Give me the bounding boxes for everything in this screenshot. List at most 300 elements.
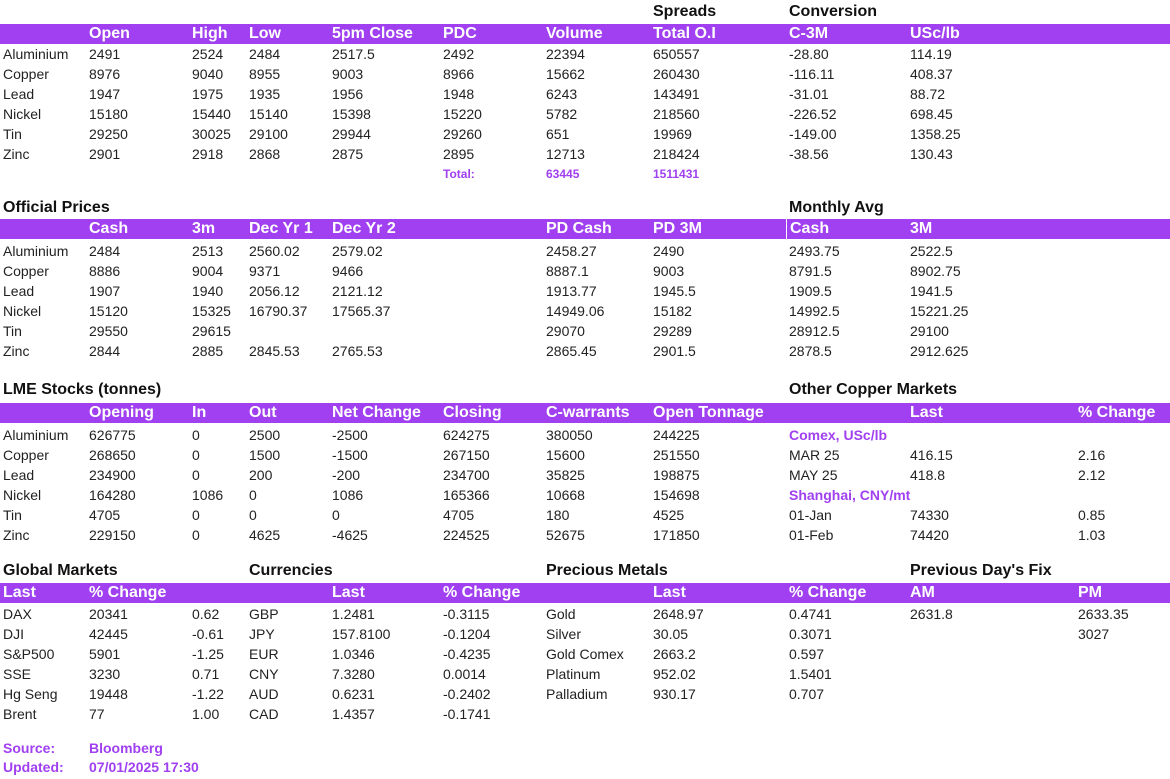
table-cell: 251550	[653, 447, 700, 463]
table-cell: 1948	[443, 86, 475, 102]
table-cell: 20341	[89, 606, 128, 622]
official-prices-row	[0, 281, 1170, 301]
global-markets-row	[0, 604, 1170, 624]
table-cell: 2845.53	[249, 343, 300, 359]
spreads-title: Spreads	[653, 3, 717, 20]
market-table-row	[0, 124, 1170, 144]
official-prices-row	[0, 261, 1170, 281]
table-cell: 6243	[546, 86, 578, 102]
header-cell	[0, 24, 86, 44]
table-cell: 29615	[192, 323, 231, 339]
table-cell: 0.3071	[789, 626, 832, 642]
table-cell: 2631.8	[910, 606, 953, 622]
table-cell: 952.02	[653, 666, 696, 682]
table-cell: Copper	[3, 447, 49, 463]
table-cell: 14949.06	[546, 303, 605, 319]
table-cell: 15662	[546, 66, 585, 82]
table-cell: 9003	[332, 66, 364, 82]
table-cell	[440, 241, 543, 261]
table-cell: 2490	[653, 243, 685, 259]
market-table-row	[0, 144, 1170, 164]
table-cell: 1913.77	[546, 283, 597, 299]
table-cell: 0.707	[789, 686, 825, 702]
table-cell: -149.00	[789, 126, 837, 142]
table-cell: CNY	[249, 666, 279, 682]
table-cell: 2492	[443, 46, 475, 62]
table-cell	[1075, 644, 1170, 664]
table-cell: -1500	[332, 447, 368, 463]
table-cell	[440, 321, 543, 341]
header-cell: 3M	[910, 220, 933, 237]
table-cell	[440, 301, 543, 321]
table-cell: 15182	[653, 303, 692, 319]
header-cell: PD Cash	[546, 220, 612, 237]
updated-label: Updated:	[3, 759, 64, 775]
table-cell	[1075, 84, 1170, 104]
table-cell: -0.1204	[443, 626, 491, 642]
table-cell: 234900	[89, 467, 136, 483]
table-cell: 14992.5	[789, 303, 840, 319]
table-cell: 0	[249, 487, 257, 503]
table-cell	[1075, 425, 1170, 445]
table-cell: 229150	[89, 527, 136, 543]
table-cell: 4525	[653, 507, 685, 523]
table-cell	[1075, 341, 1170, 361]
header-cell: Open	[89, 25, 130, 42]
official-prices-header-row	[0, 219, 1170, 239]
table-cell: 29550	[89, 323, 128, 339]
header-cell	[246, 583, 329, 603]
source-label: Source:	[3, 740, 56, 756]
table-cell: 0.6231	[332, 686, 375, 702]
table-cell: 3027	[1078, 626, 1110, 642]
table-cell: 0	[192, 507, 200, 523]
table-cell: 2901.5	[653, 343, 696, 359]
table-cell	[329, 321, 440, 341]
table-cell	[907, 704, 1075, 724]
table-cell: Palladium	[546, 686, 608, 702]
table-cell: 2648.97	[653, 606, 704, 622]
header-cell: 5pm Close	[332, 25, 413, 42]
header-cell: % Change	[1078, 404, 1156, 421]
table-cell: Gold	[546, 606, 576, 622]
table-cell: 19448	[89, 686, 128, 702]
table-cell: 1947	[89, 86, 121, 102]
shanghai-subheading: Shanghai, CNY/mt	[789, 487, 911, 503]
global-markets-row	[0, 644, 1170, 664]
market-table-row	[0, 84, 1170, 104]
table-cell	[1075, 664, 1170, 684]
official-prices-row	[0, 301, 1170, 321]
header-cell	[0, 403, 86, 423]
table-cell: 2.12	[1078, 467, 1106, 483]
table-cell: 2865.45	[546, 343, 597, 359]
table-cell: 380050	[546, 427, 593, 443]
header-cell: High	[192, 25, 228, 42]
table-cell: 2522.5	[910, 243, 953, 259]
global-markets-row	[0, 664, 1170, 684]
table-cell: 0	[332, 507, 340, 523]
table-cell	[440, 281, 543, 301]
lme-stocks-header-row	[0, 403, 1170, 423]
table-cell: 224525	[443, 527, 490, 543]
table-cell: 0.62	[192, 606, 220, 622]
table-cell: -0.2402	[443, 686, 491, 702]
table-cell: -1.22	[192, 686, 224, 702]
table-cell: Lead	[3, 86, 35, 102]
table-cell: 0.0014	[443, 666, 486, 682]
table-cell: 16790.37	[249, 303, 308, 319]
table-cell: 29100	[249, 126, 288, 142]
table-cell: 0	[192, 427, 200, 443]
table-cell: Zinc	[3, 146, 30, 162]
header-cell: Closing	[443, 404, 502, 421]
monthly-avg-title: Monthly Avg	[789, 199, 884, 216]
market-table-row	[0, 64, 1170, 84]
table-cell: 416.15	[910, 447, 953, 463]
table-cell: 1086	[332, 487, 364, 503]
table-cell: 4705	[89, 507, 121, 523]
conversion-title: Conversion	[789, 3, 878, 20]
official-prices-row	[0, 341, 1170, 361]
table-cell	[1075, 684, 1170, 704]
table-cell: 1.03	[1078, 527, 1106, 543]
table-cell: 9004	[192, 263, 224, 279]
table-cell: 88.72	[910, 86, 946, 102]
table-cell: Brent	[3, 706, 37, 722]
lme-stocks-row	[0, 425, 1170, 445]
table-cell: 624275	[443, 427, 490, 443]
lme-stocks-row	[0, 445, 1170, 465]
table-cell: 164280	[89, 487, 136, 503]
previous-day-fix-title: Previous Day's Fix	[910, 562, 1052, 579]
table-cell: 8887.1	[546, 263, 589, 279]
official-prices-title: Official Prices	[3, 199, 110, 216]
table-cell: -0.61	[192, 626, 224, 642]
table-cell: 0	[192, 467, 200, 483]
updated-value: 07/01/2025 17:30	[89, 759, 199, 775]
table-cell: DAX	[3, 606, 32, 622]
table-cell: 1909.5	[789, 283, 832, 299]
global-markets-row	[0, 624, 1170, 644]
table-cell: 2901	[89, 146, 121, 162]
table-cell: Nickel	[3, 303, 42, 319]
global-markets-row	[0, 704, 1170, 724]
table-cell: -226.52	[789, 106, 837, 122]
lme-stocks-row	[0, 505, 1170, 525]
lme-stocks-row	[0, 465, 1170, 485]
table-cell	[1075, 124, 1170, 144]
table-cell: 2491	[89, 46, 121, 62]
table-cell: 2560.02	[249, 243, 300, 259]
header-cell: Cash	[89, 220, 129, 237]
header-cell: Open Tonnage	[653, 404, 764, 421]
table-cell: 15180	[89, 106, 128, 122]
table-cell: -4625	[332, 527, 368, 543]
table-cell: MAY 25	[789, 467, 838, 483]
table-cell: 2524	[192, 46, 224, 62]
table-cell: 143491	[653, 86, 700, 102]
table-cell: 0.4741	[789, 606, 832, 622]
table-cell: 198875	[653, 467, 700, 483]
header-cell: PM	[1078, 584, 1102, 601]
table-cell: 218424	[653, 146, 700, 162]
table-cell: 8886	[89, 263, 121, 279]
table-cell: 1.4357	[332, 706, 375, 722]
table-cell: Tin	[3, 323, 22, 339]
table-cell: 29260	[443, 126, 482, 142]
header-cell: Volume	[546, 25, 603, 42]
table-cell: Aluminium	[3, 427, 69, 443]
table-cell: 0	[249, 507, 257, 523]
header-cell: Opening	[89, 404, 154, 421]
header-cell: % Change	[89, 584, 167, 601]
table-cell: 8902.75	[910, 263, 961, 279]
table-cell: 2885	[192, 343, 224, 359]
table-cell: 267150	[443, 447, 490, 463]
table-cell: Gold Comex	[546, 646, 624, 662]
lme-stocks-title-row	[0, 380, 1170, 400]
table-cell: 15140	[249, 106, 288, 122]
table-cell: 626775	[89, 427, 136, 443]
currencies-title: Currencies	[249, 562, 333, 579]
source-value: Bloomberg	[89, 740, 163, 756]
header-cell	[543, 583, 650, 603]
table-cell: 9466	[332, 263, 364, 279]
table-cell: 1.2481	[332, 606, 375, 622]
official-prices-title-row	[0, 198, 1170, 218]
precious-metals-title: Precious Metals	[546, 562, 668, 579]
table-cell: 1.5401	[789, 666, 832, 682]
table-cell: 234700	[443, 467, 490, 483]
table-cell: MAR 25	[789, 447, 840, 463]
table-cell	[907, 624, 1075, 644]
header-cell: PDC	[443, 25, 477, 42]
table-cell: GBP	[249, 606, 279, 622]
header-cell: USc/lb	[910, 25, 960, 42]
table-cell: 2663.2	[653, 646, 696, 662]
header-cell: Last	[910, 404, 943, 421]
updated-row	[0, 757, 1170, 777]
table-cell: JPY	[249, 626, 275, 642]
table-cell: Tin	[3, 126, 22, 142]
table-cell: 5782	[546, 106, 578, 122]
table-cell: 29250	[89, 126, 128, 142]
table-cell: 01-Feb	[789, 527, 834, 543]
lme-stocks-title: LME Stocks (tonnes)	[3, 381, 162, 398]
table-cell: 19969	[653, 126, 692, 142]
market-table-row	[0, 44, 1170, 64]
official-prices-row	[0, 321, 1170, 341]
table-cell: 30025	[192, 126, 231, 142]
header-cell	[189, 583, 246, 603]
table-cell	[907, 664, 1075, 684]
table-cell: 157.8100	[332, 626, 391, 642]
table-cell: Copper	[3, 66, 49, 82]
table-cell: 2056.12	[249, 283, 300, 299]
table-cell: 1907	[89, 283, 121, 299]
official-prices-row	[0, 241, 1170, 261]
table-cell: Aluminium	[3, 46, 69, 62]
table-cell: 2579.02	[332, 243, 383, 259]
table-cell: -38.56	[789, 146, 829, 162]
table-cell: 2517.5	[332, 46, 375, 62]
table-cell	[543, 704, 650, 724]
table-cell	[786, 704, 907, 724]
table-cell: Platinum	[546, 666, 601, 682]
table-cell: 15325	[192, 303, 231, 319]
header-cell: Net Change	[332, 404, 421, 421]
table-cell: 2918	[192, 146, 224, 162]
table-cell: 1500	[249, 447, 281, 463]
table-cell	[1075, 44, 1170, 64]
table-cell	[1075, 281, 1170, 301]
totals-row	[0, 164, 1170, 184]
header-cell: % Change	[443, 584, 521, 601]
table-cell: 0	[192, 447, 200, 463]
table-cell: 15221.25	[910, 303, 969, 319]
header-cell: C-warrants	[546, 404, 630, 421]
table-cell: 1956	[332, 86, 364, 102]
table-cell: 1975	[192, 86, 224, 102]
table-cell: 2765.53	[332, 343, 383, 359]
table-cell	[1075, 144, 1170, 164]
table-cell: -1.25	[192, 646, 224, 662]
global-markets-title: Global Markets	[3, 562, 118, 579]
table-cell: -31.01	[789, 86, 829, 102]
table-cell	[907, 644, 1075, 664]
table-cell: 651	[546, 126, 570, 142]
header-cell: C-3M	[789, 25, 829, 42]
table-cell: 15600	[546, 447, 585, 463]
table-cell: 180	[546, 507, 570, 523]
table-cell: 200	[249, 467, 273, 483]
header-cell: AM	[910, 584, 935, 601]
table-cell: 2513	[192, 243, 224, 259]
header-cell	[1075, 24, 1170, 44]
table-cell: 0.597	[789, 646, 825, 662]
table-cell: 408.37	[910, 66, 953, 82]
table-cell	[1075, 64, 1170, 84]
table-cell: 15398	[332, 106, 371, 122]
table-cell: 2912.625	[910, 343, 969, 359]
table-cell: 28912.5	[789, 323, 840, 339]
table-cell: -0.4235	[443, 646, 491, 662]
table-cell: 1945.5	[653, 283, 696, 299]
header-cell: % Change	[789, 584, 867, 601]
table-cell: 15220	[443, 106, 482, 122]
other-copper-markets-title: Other Copper Markets	[789, 381, 958, 398]
table-cell: 2633.35	[1078, 606, 1129, 622]
header-cell: PD 3M	[653, 220, 702, 237]
header-cell: Last	[332, 584, 365, 601]
table-cell: 52675	[546, 527, 585, 543]
table-cell	[907, 485, 1075, 505]
table-cell: 171850	[653, 527, 700, 543]
table-cell	[440, 261, 543, 281]
table-cell: 0	[192, 527, 200, 543]
table-cell: Silver	[546, 626, 582, 642]
table-cell: Copper	[3, 263, 49, 279]
table-cell: 10668	[546, 487, 585, 503]
table-cell: 1.00	[192, 706, 220, 722]
table-cell: 165366	[443, 487, 490, 503]
table-cell: 114.19	[910, 46, 952, 62]
table-cell: 15120	[89, 303, 128, 319]
table-cell: 29100	[910, 323, 949, 339]
table-cell: 12713	[546, 146, 585, 162]
table-cell: 2484	[89, 243, 121, 259]
total-open-interest: 1511431	[653, 167, 700, 181]
table-cell: 930.17	[653, 686, 696, 702]
table-cell: 2493.75	[789, 243, 840, 259]
table-cell: 2895	[443, 146, 475, 162]
table-cell: 30.05	[653, 626, 689, 642]
table-cell: 2868	[249, 146, 281, 162]
lme-stocks-row	[0, 525, 1170, 545]
table-cell: 1941.5	[910, 283, 953, 299]
header-cell: Last	[3, 584, 36, 601]
table-cell: 17565.37	[332, 303, 391, 319]
global-markets-row	[0, 684, 1170, 704]
table-cell: 1358.25	[910, 126, 961, 142]
global-markets-title-row	[0, 561, 1170, 581]
table-cell: 2875	[332, 146, 364, 162]
header-cell: Cash	[786, 219, 907, 239]
table-cell: S&P500	[3, 646, 55, 662]
table-cell: SSE	[3, 666, 32, 682]
table-cell: 29070	[546, 323, 585, 339]
table-cell	[907, 425, 1075, 445]
table-cell: 4625	[249, 527, 281, 543]
table-cell: 1.0346	[332, 646, 375, 662]
table-cell: 77	[89, 706, 105, 722]
header-cell: Dec Yr 1	[249, 220, 313, 237]
global-markets-header-row	[0, 583, 1170, 603]
header-cell	[1075, 219, 1170, 239]
table-cell: 130.43	[910, 146, 953, 162]
table-cell: 1086	[192, 487, 224, 503]
table-cell: 22394	[546, 46, 585, 62]
header-cell: Dec Yr 2	[332, 220, 396, 237]
table-cell: DJI	[3, 626, 24, 642]
spreads-title-row	[0, 2, 1170, 22]
table-cell: 3230	[89, 666, 121, 682]
table-cell: 74420	[910, 527, 949, 543]
table-cell: -200	[332, 467, 361, 483]
table-cell: 268650	[89, 447, 136, 463]
header-cell: Low	[249, 25, 281, 42]
header-cell	[440, 219, 543, 239]
table-cell: 0.71	[192, 666, 220, 682]
table-cell: Hg Seng	[3, 686, 58, 702]
table-cell	[1075, 241, 1170, 261]
table-cell: -0.1741	[443, 706, 491, 722]
table-cell: Tin	[3, 507, 22, 523]
market-header-row	[0, 24, 1170, 44]
source-row	[0, 738, 1170, 758]
table-cell: -28.80	[789, 46, 829, 62]
table-cell: -0.3115	[443, 606, 490, 622]
header-cell	[786, 403, 907, 423]
table-cell	[1075, 301, 1170, 321]
table-cell: CAD	[249, 706, 279, 722]
table-cell	[1075, 485, 1170, 505]
table-cell: AUD	[249, 686, 279, 702]
table-cell: 15440	[192, 106, 231, 122]
table-cell: 8966	[443, 66, 475, 82]
table-cell: 01-Jan	[789, 507, 832, 523]
